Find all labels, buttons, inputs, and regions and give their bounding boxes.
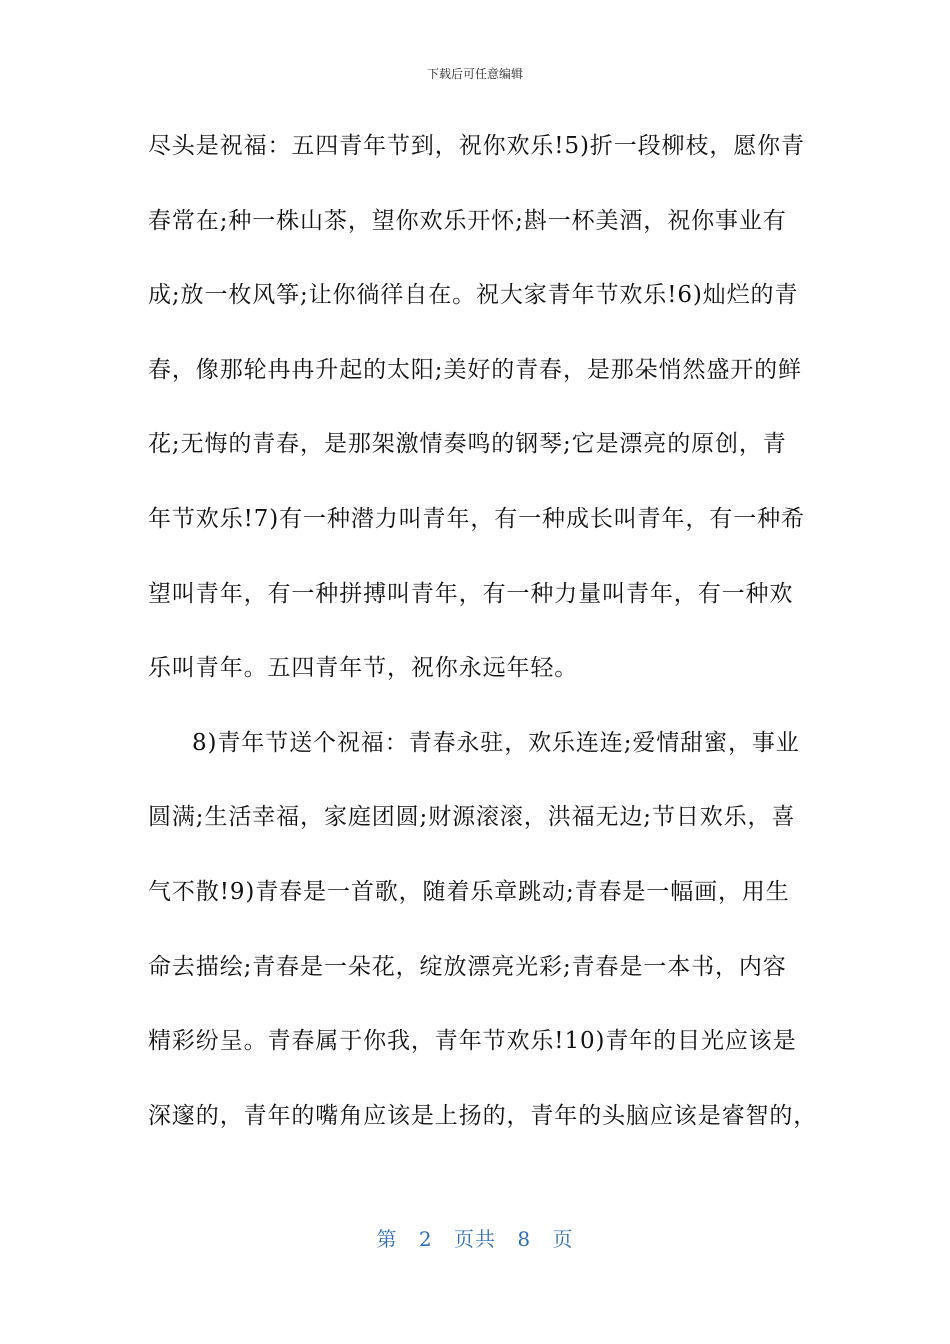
- body-line-2: 春常在;种一株山茶，望你欢乐开怀;斟一杯美酒，祝你事业有: [148, 207, 787, 234]
- body-line-6: 年节欢乐!7)有一种潜力叫青年，有一种成长叫青年，有一种希: [148, 505, 805, 532]
- body-line-14: 深邃的，青年的嘴角应该是上扬的，青年的头脑应该是睿智的，: [148, 1102, 818, 1129]
- footer-total-pages: 8: [517, 1227, 532, 1251]
- footer-page-number: 2: [418, 1227, 433, 1251]
- footer-prefix: 第: [376, 1227, 398, 1251]
- footer-suffix: 页: [552, 1227, 574, 1251]
- body-line-9: 8)青年节送个祝福：青春永驻，欢乐连连;爱情甜蜜，事业: [192, 729, 800, 756]
- body-line-12: 命去描绘;青春是一朵花，绽放漂亮光彩;青春是一本书，内容: [148, 953, 787, 980]
- body-line-8: 乐叫青年。五四青年节，祝你永远年轻。: [148, 655, 579, 682]
- body-line-13: 精彩纷呈。青春属于你我，青年节欢乐!10)青年的目光应该是: [148, 1028, 797, 1055]
- body-line-11: 气不散!9)青春是一首歌，随着乐章跳动;青春是一幅画，用生: [148, 878, 790, 905]
- page-header-note: 下载后可任意编辑: [426, 67, 523, 81]
- body-line-3: 成;放一枚风筝;让你徜徉自在。祝大家青年节欢乐!6)灿烂的青: [148, 282, 799, 309]
- page-footer: [0, 1226, 950, 1252]
- body-line-7: 望叫青年，有一种拼搏叫青年，有一种力量叫青年，有一种欢: [148, 580, 794, 607]
- body-line-4: 春，像那轮冉冉升起的太阳;美好的青春，是那朵悄然盛开的鲜: [148, 356, 802, 383]
- footer-middle: 页共: [454, 1227, 496, 1251]
- body-line-5: 花;无悔的青春，是那架激情奏鸣的钢琴;它是漂亮的原创，青: [148, 431, 787, 458]
- body-line-10: 圆满;生活幸福，家庭团圆;财源滚滚，洪福无边;节日欢乐，喜: [148, 804, 796, 831]
- body-line-1: 尽头是祝福：五四青年节到，祝你欢乐!5)折一段柳枝，愿你青: [148, 133, 805, 159]
- document-body: [148, 124, 818, 1168]
